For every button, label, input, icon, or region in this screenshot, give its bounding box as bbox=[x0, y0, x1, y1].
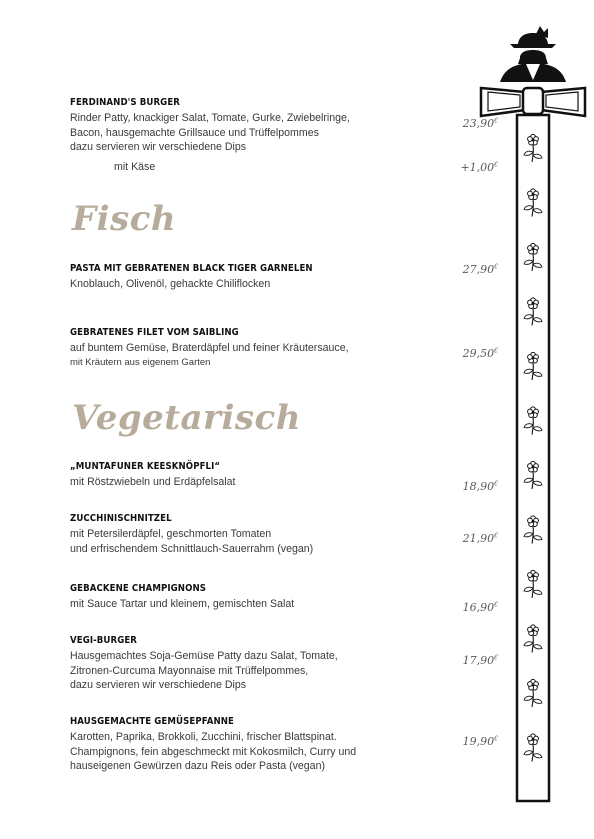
desc-line: Zitronen-Curcuma Mayonnaise mit Trüffelpommes, bbox=[70, 664, 309, 677]
item-price: 23,90€ bbox=[462, 117, 498, 130]
item-description bbox=[70, 277, 400, 292]
item-name: GEBACKENE CHAMPIGNONS bbox=[70, 583, 207, 594]
item-price: 29,50€ bbox=[462, 347, 498, 360]
desc-line: Champignons, fein abgeschmeckt mit Kokosmilch, Curry und bbox=[70, 745, 357, 758]
item-description bbox=[70, 341, 400, 370]
item-name: FERDINAND'S BURGER bbox=[70, 97, 180, 108]
desc-line: dazu servieren wir verschiedene Dips bbox=[70, 679, 247, 691]
desc-line: mit Petersilerdäpfel, geschmorten Tomaten bbox=[70, 528, 272, 540]
desc-line: Karotten, Paprika, Brokkoli, Zucchini, frischer Blattspinat. bbox=[70, 731, 337, 743]
item-description bbox=[70, 730, 400, 774]
menu-item-vegi-burger bbox=[70, 635, 400, 693]
extra-option-label: mit Käse bbox=[114, 161, 156, 173]
section-title-fisch: Fisch bbox=[72, 199, 177, 239]
item-description bbox=[70, 111, 400, 155]
section-title-vegetarisch: Vegetarisch bbox=[72, 398, 301, 438]
extra-option-price: +1,00€ bbox=[460, 161, 498, 174]
desc-line: mit Sauce Tartar und kleinem, gemischten Salat bbox=[70, 598, 295, 610]
item-price: 18,90€ bbox=[462, 480, 498, 493]
menu-item-keesknoepfli bbox=[70, 461, 400, 490]
desc-line: dazu servieren wir verschiedene Dips bbox=[70, 141, 247, 153]
item-name: PASTA MIT GEBRATENEN BLACK TIGER GARNELEN bbox=[70, 263, 313, 274]
item-price: 19,90€ bbox=[462, 735, 498, 748]
item-description bbox=[70, 649, 400, 693]
menu-item-pasta-garnelen bbox=[70, 263, 400, 292]
item-price: 27,90€ bbox=[462, 263, 498, 276]
desc-line: Bacon, hausgemachte Grillsauce und Trüffelpommes bbox=[70, 126, 319, 139]
item-description bbox=[70, 597, 400, 612]
hat-and-bowtie-icon bbox=[481, 26, 585, 116]
desc-line: mit Röstzwiebeln und Erdäpfelsalat bbox=[70, 476, 236, 488]
item-description bbox=[70, 475, 400, 490]
menu-item-saibling bbox=[70, 327, 400, 370]
item-name: VEGI-BURGER bbox=[70, 635, 138, 646]
desc-line: hauseigenen Gewürzen dazu Reis oder Pasta (vegan) bbox=[70, 760, 325, 772]
desc-line: Knoblauch, Olivenöl, gehackte Chiliflocken bbox=[70, 278, 271, 290]
menu-item-gebackene-champignons bbox=[70, 583, 400, 612]
item-price: 17,90€ bbox=[462, 654, 498, 667]
item-name: ZUCCHINISCHNITZEL bbox=[70, 513, 172, 524]
item-name: „MUNTAFUNER KEESKNÖPFLI“ bbox=[70, 461, 221, 472]
desc-line: auf buntem Gemüse, Braterdäpfel und feiner Kräutersauce, bbox=[70, 342, 349, 354]
menu-item-ferdinands-burger bbox=[70, 97, 400, 155]
item-description bbox=[70, 527, 400, 556]
item-name: GEBRATENES FILET VOM SAIBLING bbox=[70, 327, 239, 338]
desc-line: Hausgemachtes Soja-Gemüse Patty dazu Salat, Tomate, bbox=[70, 650, 338, 662]
menu-item-zucchinischnitzel bbox=[70, 513, 400, 556]
item-price: 21,90€ bbox=[462, 532, 498, 545]
desc-line: Rinder Patty, knackiger Salat, Tomate, Gurke, Zwiebelringe, bbox=[70, 112, 350, 124]
desc-line: und erfrischendem Schnittlauch-Sauerrahm (vegan) bbox=[70, 542, 314, 555]
desc-note: mit Kräutern aus eigenem Garten bbox=[70, 356, 211, 368]
item-price: 16,90€ bbox=[462, 601, 498, 614]
item-name: HAUSGEMACHTE GEMÜSEPFANNE bbox=[70, 716, 234, 727]
menu-item-gemuesepfanne bbox=[70, 716, 400, 774]
